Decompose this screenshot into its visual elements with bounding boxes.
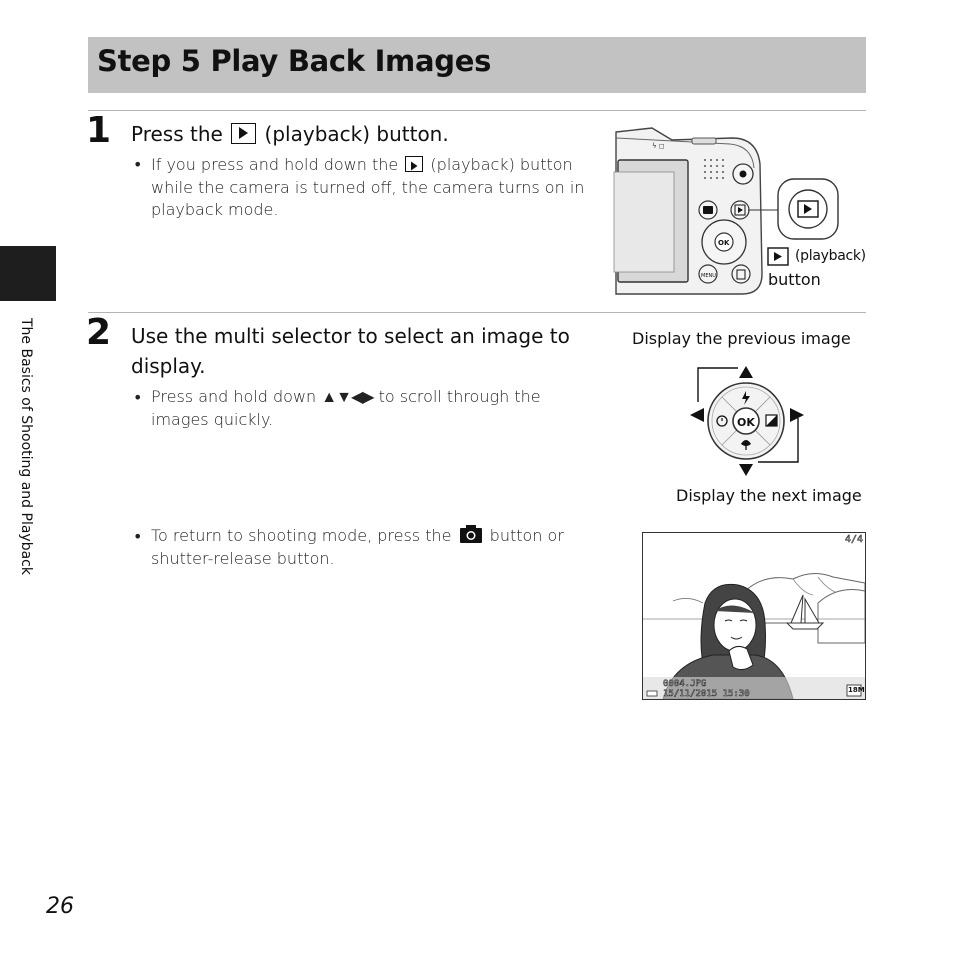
camera-icon xyxy=(459,525,483,544)
step1-bullet-mid: (playback) button xyxy=(430,155,573,174)
multi-selector-icon xyxy=(686,352,810,486)
playback-callout-label: (playback) xyxy=(795,248,866,264)
step1-number: 1 xyxy=(86,110,112,151)
ok-button-label: OK xyxy=(737,416,755,429)
bullet-dot: • xyxy=(133,388,143,407)
step2-heading xyxy=(131,321,601,381)
step2-bullet1-post: to scroll through the xyxy=(378,387,541,406)
step2-bullet2-pre: To return to shooting mode, press the xyxy=(151,526,452,545)
step2-number: 2 xyxy=(86,312,112,353)
step2-bullet1 xyxy=(151,386,601,431)
bullet-dot: • xyxy=(133,527,143,546)
next-image-label: Display the next image xyxy=(676,486,862,505)
svg-text:OK: OK xyxy=(718,239,730,247)
frame-counter: 4/4 xyxy=(844,534,863,545)
step1-bullet-line3: playback mode. xyxy=(151,200,279,219)
image-size-icon: 18M xyxy=(848,686,865,694)
playback-icon xyxy=(405,156,423,172)
file-name: 0004.JPG xyxy=(663,679,707,689)
step2-heading-line2: display. xyxy=(131,354,206,378)
svg-text:MENU: MENU xyxy=(701,273,716,279)
playback-icon xyxy=(231,123,256,144)
step2-bullet1-line2: images quickly. xyxy=(151,409,274,429)
page-title: Step 5 Play Back Images xyxy=(97,44,492,78)
step2-bullet2 xyxy=(151,525,601,570)
step1-heading-pre: Press the xyxy=(131,122,223,146)
file-info xyxy=(663,679,750,699)
step1-bullet-line2: while the camera is turned off, the camera turns on in xyxy=(151,177,585,197)
prev-image-label: Display the previous image xyxy=(632,329,851,348)
step1-bullet-pre: If you press and hold down the xyxy=(151,155,399,174)
camera-back-illustration xyxy=(612,124,868,298)
divider-step2 xyxy=(88,312,866,313)
step1-heading xyxy=(131,119,449,149)
step1-heading-post: (playback) button. xyxy=(264,122,449,146)
step2-bullet1-pre: Press and hold down xyxy=(151,387,317,406)
playback-photo xyxy=(643,533,865,699)
bullet-dot: • xyxy=(133,155,143,174)
step1-bullet xyxy=(151,154,601,222)
step2-heading-line1: Use the multi selector to select an image to xyxy=(131,324,570,348)
page-number: 26 xyxy=(46,894,74,919)
svg-text:ϟ ◻: ϟ ◻ xyxy=(652,142,665,150)
divider-step1 xyxy=(88,110,866,111)
step2-bullet2-post: button or xyxy=(489,526,564,545)
step2-bullet2-line2: shutter-release button. xyxy=(151,548,335,568)
playback-callout-label2: button xyxy=(768,270,821,289)
file-datetime: 15/11/2015 15:30 xyxy=(663,689,750,699)
chapter-tab xyxy=(0,246,56,301)
multi-selector-arrows-icon: ▲▼◀▶ xyxy=(321,387,374,406)
playback-screen xyxy=(642,532,866,700)
chapter-tab-label: The Basics of Shooting and Playback xyxy=(18,318,34,575)
